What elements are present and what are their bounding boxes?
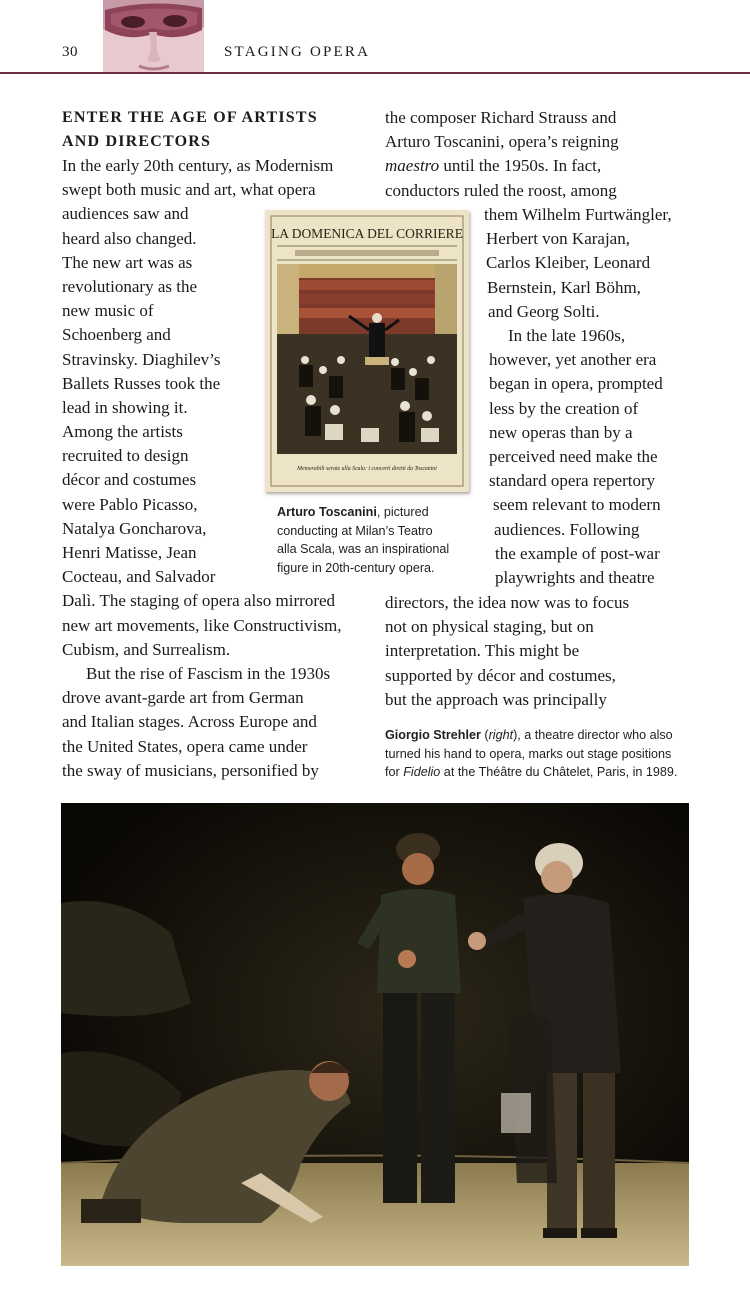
text-line: Cubism, and Surrealism. [62, 639, 231, 659]
text-line: audiences. Following [494, 519, 640, 539]
text-line [385, 154, 619, 178]
carnival-mask-image [103, 0, 204, 73]
text-line: lead in showing it. [62, 397, 188, 417]
right-column-para2 [489, 324, 663, 590]
text-line: Cocteau, and Salvador [62, 567, 216, 587]
text-line: In the late 1960s, [508, 326, 626, 345]
text-line: recruited to design [62, 446, 189, 466]
text-line: Schoenberg and [62, 325, 171, 345]
text-line: Arturo Toscanini, opera’s reigning [385, 132, 619, 152]
newspaper-masthead: LA DOMENICA DEL CORRIERE [271, 226, 463, 241]
text-line: new music of [62, 301, 154, 321]
newspaper-illustration [265, 210, 469, 492]
text-line: the sway of musicians, personified by [62, 760, 319, 780]
text-line: perceived need make the [489, 446, 658, 466]
text-line: Carlos Kleiber, Leonard [486, 253, 651, 273]
caption-line: turned his hand to opera, marks out stage positions [385, 746, 672, 761]
text-fragment: until the 1950s. In fact, [439, 156, 602, 176]
text-line: Among the artists [62, 422, 183, 442]
text-line: but the approach was principally [385, 689, 607, 709]
text-line: began in opera, prompted [489, 374, 663, 394]
heading-line: ENTER THE AGE OF ARTISTS [62, 109, 318, 126]
text-line: new operas than by a [489, 422, 633, 442]
caption-line: conducting at Milan’s Teatro [277, 523, 433, 538]
caption-line: alla Scala, was an inspirational [277, 542, 450, 557]
maestro-word: maestro [385, 156, 440, 176]
right-column-para2-wide [385, 591, 629, 712]
text-line: and Italian stages. Across Europe and [62, 712, 317, 732]
text-line: standard opera repertory [489, 471, 656, 491]
caption-name: Giorgio Strehler [385, 728, 481, 742]
caption-fragment: Fidelio [403, 765, 441, 780]
text-line: the composer Richard Strauss and [385, 108, 617, 127]
caption-toscanini [277, 503, 449, 577]
text-line: interpretation. This might be [385, 641, 580, 661]
stage-photo-illustration [61, 803, 689, 1266]
text-line: Henri Matisse, Jean [62, 543, 197, 562]
running-head: STAGING OPERA [224, 44, 371, 60]
text-line: directors, the idea now was to focus [385, 593, 630, 612]
right-column-top [385, 106, 619, 203]
caption-fragment: ), a theatre director who also [513, 728, 673, 742]
text-line: less by the creation of [489, 398, 639, 418]
page-number: 30 [62, 44, 78, 60]
header-rule [0, 72, 750, 74]
caption-line [385, 726, 677, 745]
caption-name: Arturo Toscanini [277, 505, 377, 519]
text-line: Natalya Goncharova, [62, 518, 207, 538]
text-line: new art movements, like Constructivism, [62, 615, 342, 635]
caption-line [385, 763, 677, 782]
caption-fragment: right [488, 728, 514, 742]
text-line: The new art was as [62, 252, 193, 272]
text-line: In the early 20th century, as Modernism [62, 156, 334, 175]
text-line: seem relevant to modern [493, 495, 661, 515]
text-line: were Pablo Picasso, [62, 494, 198, 514]
text-line: revolutionary as the [62, 276, 198, 296]
newspaper-bottom-caption: Memorabili serate alla Scala: i concerti diretti da Toscanini [297, 466, 437, 472]
text-line: But the rise of Fascism in the 1930s [86, 663, 331, 683]
text-line: Dalì. The staging of opera also mirrored [62, 591, 336, 611]
section-heading [62, 106, 318, 154]
text-line: décor and costumes [62, 470, 197, 490]
right-column-para1 [484, 203, 672, 324]
caption-fragment: ( [480, 728, 489, 742]
caption-fragment: at the Théâtre du Châtelet, Paris, in 1989. [440, 765, 678, 780]
text-line: not on physical staging, but on [385, 617, 594, 637]
caption-line [277, 503, 449, 522]
mask-decoration [103, 0, 204, 73]
text-line: conductors ruled the roost, among [385, 180, 617, 200]
text-line: the example of post-war [495, 543, 660, 563]
text-line: Herbert von Karajan, [486, 229, 630, 249]
text-line: drove avant-garde art from German [62, 688, 304, 708]
caption-fragment: , pictured [376, 505, 429, 519]
text-line: them Wilhelm Furtwängler, [484, 205, 672, 224]
heading-line: AND DIRECTORS [62, 133, 212, 150]
text-line: Ballets Russes took the [62, 373, 221, 393]
text-line: the United States, opera came under [62, 736, 308, 756]
text-line: audiences saw and [62, 204, 189, 224]
text-line: swept both music and art, what opera [62, 180, 316, 200]
text-line: and Georg Solti. [488, 301, 600, 321]
text-line: Stravinsky. Diaghilev’s [62, 349, 221, 369]
text-line: heard also changed. [62, 228, 197, 248]
caption-line: figure in 20th-century opera. [277, 560, 435, 575]
text-line: however, yet another era [489, 350, 657, 370]
stage-rehearsal-photo [61, 803, 689, 1266]
caption-fragment: for [385, 765, 404, 780]
text-line: playwrights and theatre [495, 567, 655, 587]
newspaper-cover-image [265, 210, 469, 492]
text-line: supported by décor and costumes, [385, 665, 616, 685]
text-line: Bernstein, Karl Böhm, [487, 277, 641, 297]
caption-strehler [385, 726, 677, 782]
